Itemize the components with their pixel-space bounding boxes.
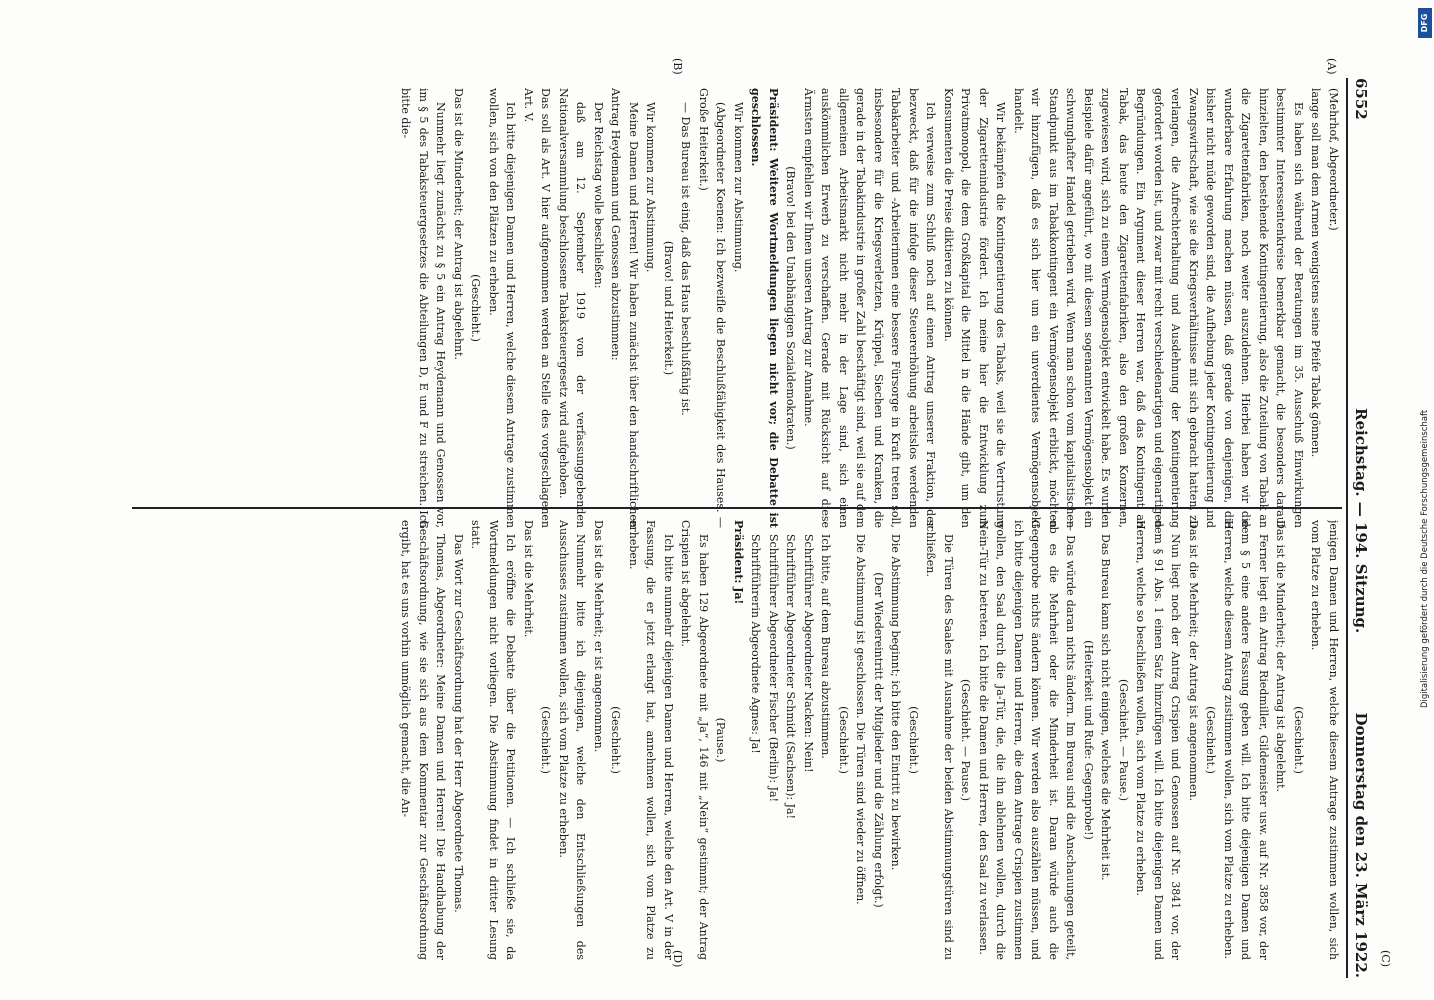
paragraph: Das ist die Minderheit; der Antrag ist abgelehnt.: [1274, 520, 1288, 793]
paragraph: (Geschieht.): [837, 706, 850, 774]
dfg-credit-strip: [1418, 0, 1434, 1000]
paragraph: (Geschieht.): [907, 706, 920, 774]
paragraph: Das Bureau kann sich nicht einigen, welches die Mehrheit ist.: [1099, 534, 1113, 881]
paragraph: Der Reichstag wolle beschließen:: [592, 102, 605, 289]
paragraph: Thomas, Abgeordneter: Meine Damen und Herren! Die Handhabung der Geschäftsordnung, wie sie sich aus dem Kommentar zur Geschäftsordnung ergibt, hat es uns vorhin unmöglich gemacht, die An-: [399, 520, 448, 960]
margin-marker-c: (C): [1379, 950, 1392, 967]
paragraph: Es haben sich während der Beratungen im 35. Ausschuß Einwirkungen bestimmter Interessentenkreise bemerkbar gemacht, die besonders darauf hinzielten, den bestehende Kontingentierung, also die Zuteilung von Tabak an die Zigarettenfabriken, noch weiter auszudehnen. Hierbei haben wir die wunderbare Erfahrung machen müssen, daß gerade von denjenigen, die bisher nicht müde geworden sind, die Aufhebung jeder Kontingentierung und Zwangswirtschaft, wie sie die Kriegsverhältnisse mit sich gebracht hatten, zu verlangen, die Aufrechterhaltung und Ausdehnung der Kontingentierung gefordert worden ist, und zwar mit recht verschiedenartigen und eigenartigen Begründungen. Ein Argument dieser Herren war, daß das Kontingent an Tabak, das heute den Zigarettenfabriken, also den großen Konzernen, zugewiesen wird, sich zu einem Vermögensobjekt entwickelt habe. Es wurden Beispiele dafür angeführt, wo mit diesem sogenannten Vermögensobjekt ein schwunghafter Handel getrieben wird. Wenn man schon vom kapitalistischen Standpunkt aus im Tabakkontingent ein Vermögensobjekt erblickt, möchten wir hinzufügen, daß es sich hier um ein unverdientes Vermögensobjekt handelt.: [1012, 88, 1305, 528]
paragraph: Das soll als Art. V hier aufgenommen werden an Stelle des vorgeschlagenen Art. V.: [522, 88, 553, 528]
paragraph: Es haben 129 Abgeordnete mit „Ja“, 146 mit „Nein“ gestimmt; der Antrag Crispien ist abgelehnt.: [679, 520, 710, 960]
paragraph: Ich eröffne die Debatte über die Petitionen. — Ich schließe sie, da Wortmeldungen nicht vorliegen. Die Abstimmung findet in dritter Lesung statt.: [469, 520, 518, 960]
page-number: 6552: [1352, 78, 1370, 120]
paragraph: (Geschieht.): [609, 706, 623, 774]
paragraph: Ich bitte, auf dem Bureau abzustimmen.: [819, 534, 833, 759]
session-date: Donnerstag den 23. März 1922.: [1352, 712, 1370, 978]
paragraph: Ich bitte diejenigen Damen und Herren, welche diesem Antrage zustimmen wollen, sich von den Plätzen zu erheben.: [487, 88, 518, 528]
paragraph: daß am 12. September 1919 von der verfassunggebenden Nationalversammlung beschlossene Tabaksteuergesetz wird aufgehoben.: [557, 88, 588, 528]
paragraph: Die Abstimmung beginnt; ich bitte den Eintritt zu bewirken.: [889, 534, 903, 871]
paragraph: Das ist die Mehrheit; der Antrag ist angenommen.: [1187, 520, 1200, 802]
paragraph: Das ist die Mehrheit; er ist angenommen.: [592, 520, 605, 753]
paragraph: Nunmehr liegt zunächst zu § 5 ein Antrag Heydemann und Genossen vor, im § 5 des Tabaksteuergesetzes die Abteilungen D, E und F zu streichen. Ich bitte die-: [399, 88, 448, 528]
paragraph: Ich bitte nunmehr diejenigen Damen und Herren, welche den Art. V in der Fassung, die er jetzt erlangt hat, annehmen wollen, sich vom Platze zu erheben.: [627, 520, 675, 960]
page-header: [1346, 78, 1372, 978]
paragraph: Schriftführer Abgeordneter Nacken: Nein!: [802, 534, 815, 773]
paragraph: Nun liegt noch der Antrag Crispien und Genossen auf Nr. 3841 vor, der dem § 91 Abs. 1 einen Satz hinzufügen will. Ich bitte diejenigen Damen und Herren, welche so beschließen wollen, sich vom Platze zu erheben.: [1134, 520, 1183, 960]
paragraph: Die Türen des Saales mit Ausnahme der beiden Abstimmungstüren sind zu schließen.: [924, 520, 955, 960]
paragraph: Wir kommen zur Abstimmung.: [732, 102, 745, 273]
paragraph: (Pause.): [714, 717, 728, 763]
paragraph: Wir bekämpfen die Kontingentierung des Tabaks, weil sie die Vertrustung der Zigarettenindustrie fördert. Ich meine hier die Entwicklung zum Privatmonopol, die dem Großkapital die Mittel in die Hände gibt, um den Konsumenten die Preise diktieren zu können.: [942, 88, 1008, 528]
paragraph: (Geschieht. — Pause.): [959, 679, 973, 801]
paragraph: lange soll man dem Armen wenigstens seine Pfeife Tabak gönnen.: [1309, 88, 1323, 458]
paragraph: Das ist die Minderheit; der Antrag ist abgelehnt.: [452, 88, 465, 361]
paragraph: Das Wort zur Geschäftsordnung hat der Herr Abgeordnete Thomas.: [452, 534, 465, 913]
paragraph: (Heiterkeit und Rufe: Gegenprobe!): [1082, 640, 1095, 840]
digitization-credit: Digitalisierung gefördert durch die Deutsche Forschungsgemeinschaft: [1420, 409, 1430, 708]
paragraph: Ich verweise zum Schluß noch auf einen Antrag unserer Fraktion, der bezweckt, daß für die infolge dieser Steuererhöhung arbeitslos werdenden Tabakarbeiter und -Arbeiterinnen eine bessere Fürsorge in Kraft treten soll, insbesondere für die Kriegsverletzten, Krüppel, Siechen und Kranken, die gerade in der Tabakindustrie in großer Zahl beschäftigt sind, weil sie auf dem allgemeinen Arbeitsmarkt nicht mehr in der Lage sind, sich einen auskömmlichen Erwerb zu verschaffen. Gerade mit Rücksicht auf diese Ärmsten empfehlen wir Ihnen unseren Antrag zur Annahme.: [802, 88, 938, 528]
margin-marker-d: (D): [671, 950, 684, 968]
dfg-logo: DFG: [1418, 8, 1432, 38]
paragraph: Wir kommen zur Abstimmung.: [644, 102, 658, 273]
paragraph: (Der Wiedereintritt der Mitglieder und die Zählung erfolgt.): [872, 572, 885, 908]
paragraph: (Geschieht.): [1204, 706, 1218, 774]
paragraph: (Geschieht.): [539, 706, 553, 774]
margin-marker-b: (B): [671, 58, 684, 75]
paragraph: Schriftführerin Abgeordnete Agnes: Ja!: [749, 534, 763, 754]
paragraph: — Das würde daran nichts ändern. Im Bureau sind die Anschauungen geteilt, ob es die Mehrheit oder die Minderheit ist. Daran würde auch die Gegenprobe nichts ändern können. Wir werden also auszählen müssen, und ich bitte diejenigen Damen und Herren, die dem Antrage Crispien zustimmen wollen, den Saal durch die Ja-Tür, die, die ihn ablehnen wollen, durch die Nein-Tür zu betreten. Ich bitte die Damen und Herren, den Saal zu verlassen.: [977, 520, 1078, 960]
paragraph: Die Abstimmung ist geschlossen. Die Türen sind wieder zu öffnen.: [854, 534, 868, 905]
paragraph: (Geschieht.): [469, 274, 483, 342]
paragraph: (Geschieht. — Pause.): [1117, 679, 1130, 801]
paragraph: Schriftführer Abgeordneter Fischer (Berlin): Ja!: [767, 534, 780, 803]
right-text-column: [132, 520, 1342, 960]
paragraph: (Bravo! und Heiterkeit.): [662, 240, 675, 376]
paragraph: Präsident: Ja!: [732, 520, 745, 605]
paragraph: (Abgeordneter Koenen: Ich bezweifle die Beschlußfähigkeit des Hauses. — Große Heiterkeit.): [697, 88, 728, 528]
paragraph: (Bravo! bei den Unabhängigen Sozialdemokraten.): [784, 166, 798, 450]
paragraph: Meine Damen und Herren! Wir haben zunächst über den handschriftlichen Antrag Heydemann und Genossen abzustimmen:: [609, 88, 640, 528]
paragraph: Ferner liegt ein Antrag Riedmiller, Gildemeister usw. auf Nr. 3858 vor, der dem § 5 eine andere Fassung geben will. Ich bitte diejenigen Damen und Herren, welche diesem Antrag zustimmen wollen, sich vom Platze zu erheben.: [1222, 520, 1270, 960]
column-divider: [132, 507, 1342, 509]
paragraph: Nunmehr bitte ich diejenigen, welche den Entschließungen des Ausschusses zustimmen wollen, sich vom Platze zu erheben.: [557, 520, 588, 960]
paragraph: jenigen Damen und Herren, welche diesem Antrage zustimmen wollen, sich vom Platze zu erheben.: [1309, 520, 1340, 960]
paragraph: Präsident: Weitere Wortmeldungen liegen nicht vor; die Debatte ist geschlossen.: [749, 88, 780, 528]
left-text-column: [132, 88, 1342, 528]
paragraph: — Das Bureau ist einig, daß das Haus beschlußfähig ist.: [679, 102, 693, 416]
paragraph: (Geschieht.): [1292, 706, 1305, 774]
margin-marker-a: (A): [1325, 58, 1338, 75]
paragraph: Das ist die Mehrheit.: [522, 520, 535, 638]
paragraph: Schriftführer Abgeordneter Schmidt (Sachsen): Ja!: [784, 534, 798, 819]
paragraph: (Mehrhof, Abgeordneter.): [1327, 88, 1340, 231]
session-title: Reichstag. — 194. Sitzung.: [1352, 408, 1370, 634]
